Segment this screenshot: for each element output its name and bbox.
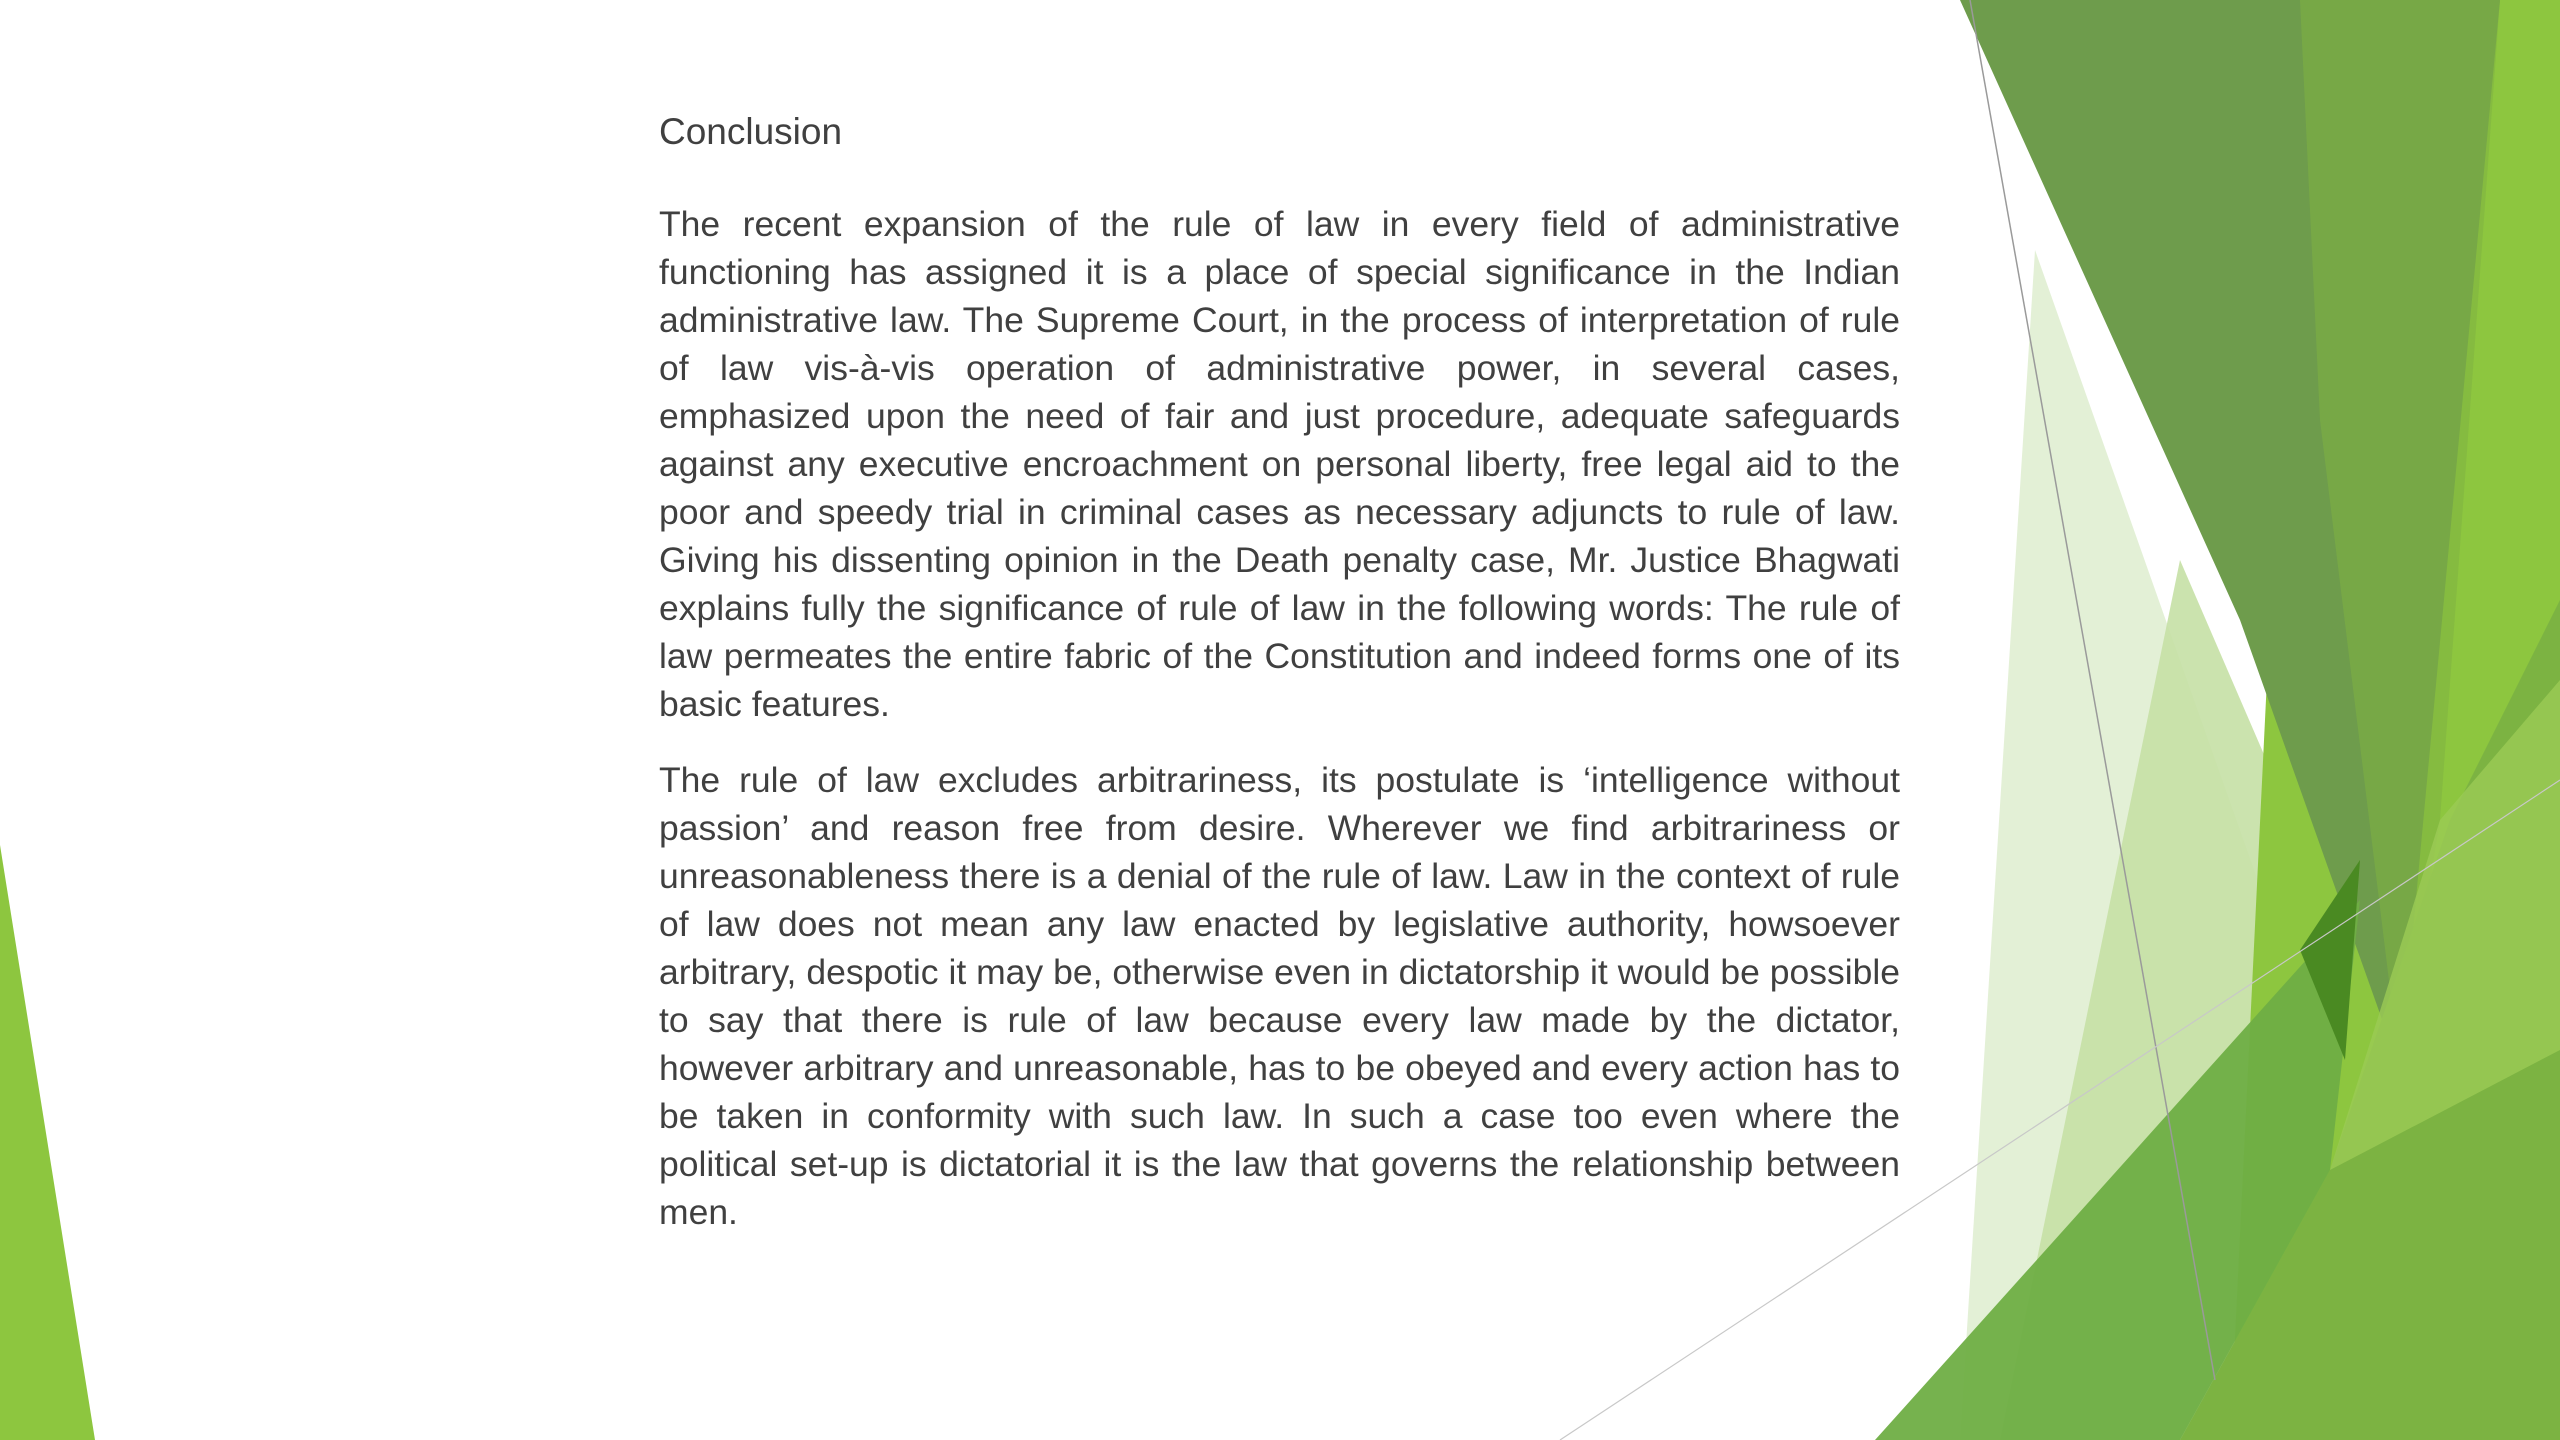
slide-heading: Conclusion xyxy=(659,111,843,152)
slide-content xyxy=(659,108,1900,1264)
paragraph-2: The rule of law excludes arbitrariness, its postulate is ‘intelligence without passion’ and reason free from desire. Wherever we find arbitrariness or unreasonableness there is a denial of the rule of law. Law in the context of rule of law does not mean any law enacted by legislative authority, howsoever arbitrary, despotic it may be, otherwise even in dictatorship it would be possible to say that there is rule of law because every law made by the dictator, however arbitrary and unreasonable, has to be obeyed and every action has to be taken in conformity with such law. In such a case too even where the political set-up is dictatorial it is the law that governs the relationship between men. xyxy=(659,760,1900,1232)
paragraph-1: The recent expansion of the rule of law in every field of administrative functioning has assigned it is a place of special significance in the Indian administrative law. The Supreme Court, in the process of interpretation of rule of law vis-à-vis operation of administrative power, in several cases, emphasized upon the need of fair and just procedure, adequate safeguards against any executive encroachment on personal liberty, free legal aid to the poor and speedy trial in criminal cases as necessary adjuncts to rule of law. Giving his dissenting opinion in the Death penalty case, Mr. Justice Bhagwati explains fully the significance of rule of law in the following words: The rule of law permeates the entire fabric of the Constitution and indeed forms one of its basic features. xyxy=(659,204,1900,724)
left-green-sliver xyxy=(0,845,95,1440)
